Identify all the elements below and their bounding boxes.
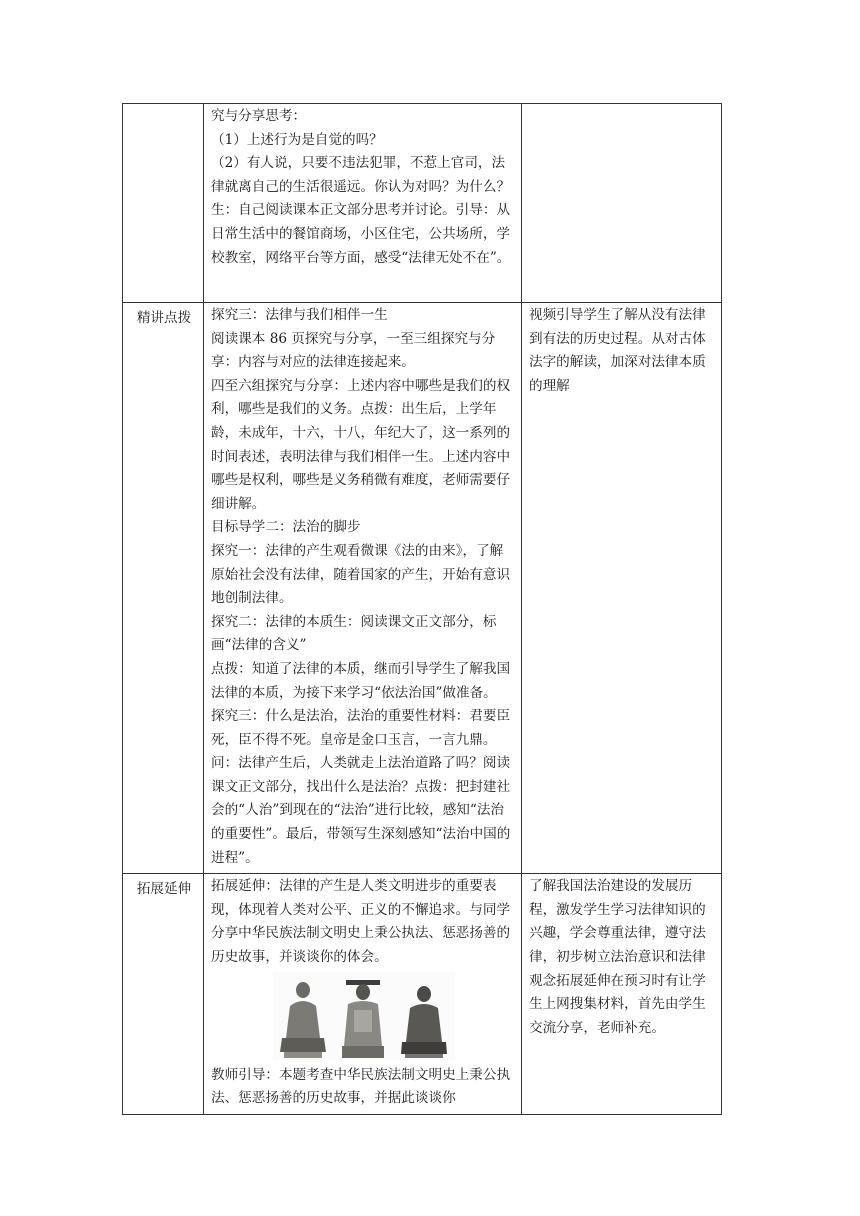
statue-official-icon <box>397 976 451 1060</box>
statues-figure <box>211 972 516 1060</box>
intent-cell <box>522 104 722 303</box>
activity-line: 究与分享思考： <box>211 108 307 124</box>
activity-line: 教师引导：本题考查中华民族法制文明史上秉公执法、惩恶扬善的历史故事，并据此谈谈你 <box>211 1066 511 1107</box>
statues-image <box>273 972 455 1060</box>
statue-judge-icon <box>336 976 390 1060</box>
intent-cell: 视频引导学生了解从没有法律到有法的历史过程。从对古体法字的解读，加深对法律本质的理解 <box>522 303 722 874</box>
activity-line: （2）有人说，只要不违法犯罪，不惹上官司，法律就离自己的生活很遥远。你认为对吗？为什么？ <box>211 155 511 195</box>
statue-seated-icon <box>276 976 330 1060</box>
table-row <box>123 874 722 1115</box>
activity-line: 探究二：法律的本质生：阅读课文正文部分，标画“法律的含义” <box>211 613 497 654</box>
activity-line: 阅读课本 86 页探究与分享，一至三组探究与分享：内容与对应的法律连接起来。 <box>211 330 496 371</box>
activity-cell <box>204 104 522 303</box>
activity-cell <box>204 303 522 874</box>
activity-line: 目标导学二：法治的脚步 <box>211 519 361 536</box>
activity-line: 探究一：法律的产生观看微课《法的由来》，了解原始社会没有法律，随着国家的产生，开始有意识地创制法律。 <box>211 542 511 607</box>
activity-line: 四至六组探究与分享：上述内容中哪些是我们的权利，哪些是我们的义务。点拨：出生后，上学年龄，未成年，十六，十八，年纪大了，这一系列的时间表述，表明法律与我们相伴一生。上述内容中哪些是权利，哪些是义务稍微有难度，老师需要仔细讲解。 <box>211 377 511 512</box>
activity-line: 探究三：什么是法治，法治的重要性材料：君要臣死，臣不得不死。皇帝是金口玉言，一言九鼎。问：法律产生后，人类就走上法治道路了吗？阅读课文正文部分，找出什么是法治？点拨：把封建社会的“人治”到现在的“法治”进行比较，感知“法治的重要性”。最后，带领写生深刻感知“法治中国的进程”。 <box>211 708 511 866</box>
activity-line: 探究三：法律与我们相伴一生 <box>211 307 388 323</box>
activity-line: 拓展延伸：法律的产生是人类文明进步的重要表现，体现着人类对公平、正义的不懈追求。与同学分享中华民族法制文明史上秉公执法、惩恶扬善的历史故事，并谈谈你的体会。 <box>211 878 511 966</box>
activity-cell <box>204 874 522 1115</box>
table-row <box>123 104 722 303</box>
intent-cell: 了解我国法治建设的发展历程，激发学生学习法律知识的兴趣，学会尊重法律，遵守法律，初步树立法治意识和法律观念拓展延伸在预习时有让学生上网搜集材料，首先由学生交流分享，老师补充。 <box>522 874 722 1115</box>
stage-cell <box>123 104 204 303</box>
activity-line: 生：自己阅读课本正文部分思考并讨论。引导：从日常生活中的餐馆商场，小区住宅，公共场所，学校教室，网络平台等方面，感受“法律无处不在”。 <box>211 202 511 266</box>
activity-line: （1）上述行为是自觉的吗？ <box>211 131 383 148</box>
table-row <box>123 303 722 874</box>
stage-cell: 拓展延伸 <box>123 874 204 1115</box>
stage-cell: 精讲点拨 <box>123 303 204 874</box>
activity-line: 点拨：知道了法律的本质，继而引导学生了解我国法律的本质，为接下来学习“依法治国”做准备。 <box>211 660 511 701</box>
lesson-plan-table <box>122 103 722 1115</box>
